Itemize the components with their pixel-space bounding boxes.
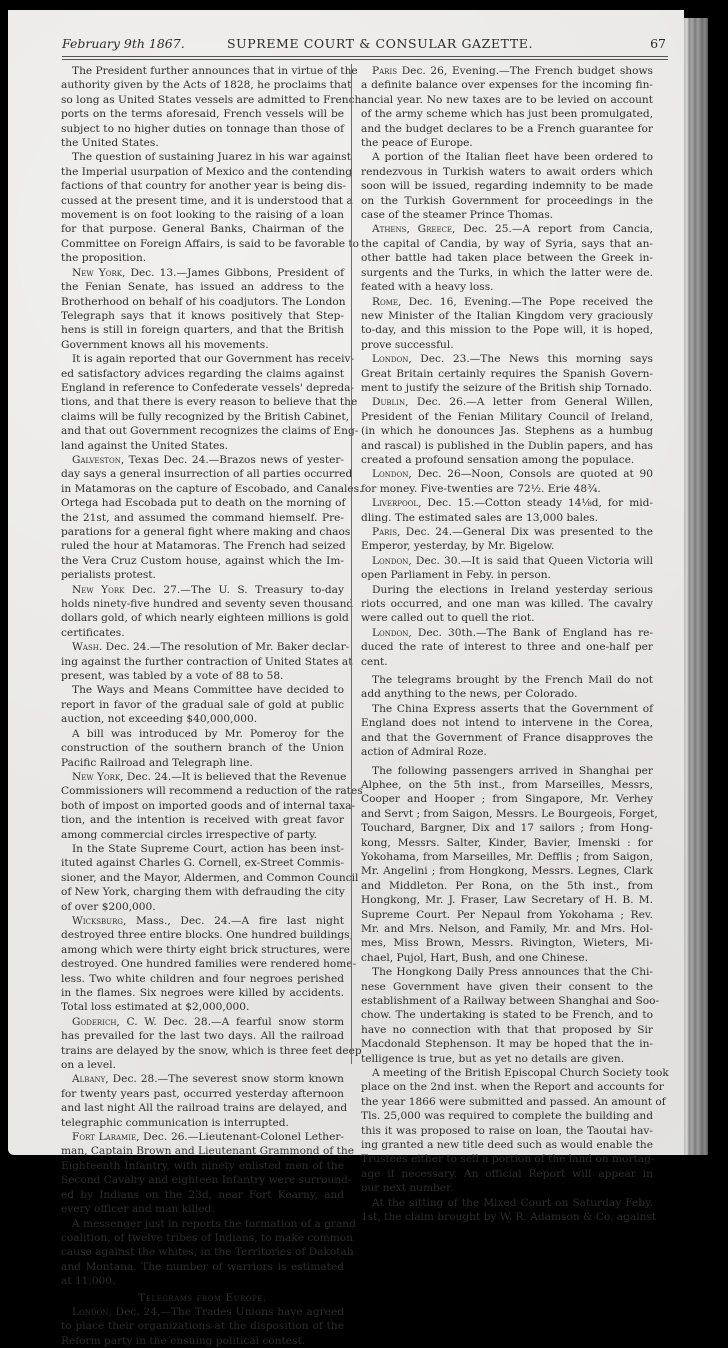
text-line: Emperor, yesterday, by Mr. Bigelow.: [361, 540, 555, 553]
text-line: both of impost on imported goods and of internal taxa-: [61, 799, 356, 812]
text-line: dollars gold, of which nearly eighteen millions is gold: [61, 612, 349, 625]
text-line: in the flames. Six negroes were killed by accidents.: [61, 987, 344, 999]
dateline: New York,: [72, 266, 126, 279]
text-line: parations for a general fight where making and chaos: [61, 526, 351, 538]
text-line: London, Dec. 26—Noon, Consols are quoted at 90: [372, 468, 653, 481]
page-header: [62, 36, 666, 54]
dateline: Goderich,: [72, 1015, 120, 1028]
text-line: Government knows all his movements.: [61, 338, 269, 351]
text-line: Brotherhood on behalf of his coadjutors. The London: [61, 295, 346, 308]
text-line: and that the Government of France disapproves the: [361, 731, 653, 744]
text-line: factions of that country for another year is being dis-: [61, 180, 346, 193]
text-line: have no connection with that that proposed by Sir: [361, 1023, 653, 1036]
dateline: Dublin,: [372, 396, 409, 409]
text-line: feated with a heavy loss.: [361, 281, 494, 294]
text-line: It is again reported that our Government has receiv-: [72, 353, 355, 366]
text-line: ports on the terms aforesaid, French vessels will be: [61, 108, 344, 121]
text-line: tion, and the intention is received with great favor: [61, 814, 344, 827]
text-line: surgents and the Turks, in which the latter were de.: [361, 266, 653, 279]
text-line: Goderich, C. W. Dec. 28.—A fearful snow storm: [72, 1015, 344, 1028]
article-paragraph: [361, 702, 653, 760]
text-line: ituted against Charles G. Cornell, ex-Street Commis-: [61, 857, 344, 870]
article-paragraph: [361, 295, 653, 353]
text-line: cause against the whites, in the Territories of Dakotah: [61, 1246, 354, 1259]
text-line: Rome, Dec. 16, Evening.—The Pope received the: [372, 295, 653, 308]
article-paragraph: [61, 842, 359, 914]
text-line: action of Admiral Roze.: [361, 746, 487, 759]
dateline: Albany,: [72, 1073, 109, 1086]
text-line: claims will be fully recognized by the British Cabinet,: [61, 410, 350, 423]
text-line: rendezvous in Turkish waters to await orders which: [361, 165, 653, 178]
text-line: In the State Supreme Court, action has been inst-: [72, 842, 344, 855]
text-line: created a profound sensation among the populace.: [361, 453, 635, 466]
text-line: day says a general insurrection of all parties occurred: [61, 468, 353, 481]
text-line: During the elections in Ireland yesterday serious: [372, 583, 653, 596]
text-line: less. Two white children and four negroes perished: [61, 972, 344, 985]
article-paragraph: [61, 727, 344, 770]
text-line: place on the 2nd inst. when the Report and accounts for: [361, 1081, 664, 1094]
text-line: for twenty years past, occurred yesterday afternoon: [61, 1087, 344, 1100]
article-paragraph: [361, 764, 658, 966]
text-line: man, Captain Brown and Lieutenant Grammond of the: [61, 1145, 354, 1158]
text-line: A bill was introduced by Mr. Pomeroy for the: [72, 727, 344, 740]
dateline: London,: [372, 468, 412, 481]
text-line: for that purpose. General Banks, Chairman of the: [61, 223, 344, 236]
page-edges: [684, 18, 708, 1155]
text-line: ancial year. No new taxes are to be levied on account: [361, 93, 653, 106]
header-rule-top: [62, 56, 668, 57]
text-line: Athens, Greece, Dec. 25.—A report from Cancia,: [372, 223, 653, 236]
dateline: London,: [372, 353, 412, 366]
text-line: perialists protest.: [61, 569, 156, 582]
article-paragraph: [61, 640, 353, 683]
text-line: of New York, charging them with defrauding the city: [61, 886, 345, 899]
text-line: so long as United States vessels are admitted to French: [61, 93, 362, 106]
text-line: auction, not exceeding $40,000,000.: [61, 713, 258, 726]
text-line: hens is still in foreign quarters, and that the British: [61, 324, 344, 337]
text-line: The President further announces that in virtue of the: [72, 65, 358, 77]
dateline: London,: [72, 1305, 112, 1318]
dateline: New York,: [72, 770, 124, 783]
article-paragraph: [61, 453, 363, 583]
text-line: Commissioners will recommend a reduction of the rates: [61, 785, 363, 798]
text-line: prove successful.: [361, 338, 454, 351]
text-line: present, was tabled by a vote of 88 to 58.: [61, 670, 284, 683]
text-line: and Middleton. Per Rona, on the 5th inst., from: [361, 879, 653, 892]
text-line: and the budget declares to be a French guarantee for: [361, 122, 653, 135]
text-line: our next number.: [361, 1182, 454, 1195]
text-line: Liverpool, Dec. 15.—Cotton steady 14⅛d, for mid-: [372, 497, 653, 510]
text-line: construction of the southern branch of the Union: [61, 742, 344, 755]
dateline: Wash.: [72, 641, 103, 654]
article-paragraph: [361, 395, 653, 467]
section-heading: Telegrams from Europe.: [138, 1291, 267, 1304]
text-line: tions, and that there is every reason to believe that the: [61, 396, 358, 409]
text-line: New York, Dec. 24.—It is believed that the Revenue: [72, 770, 347, 783]
text-line: Wicksburg, Mass., Dec. 24.—A fire last night: [72, 914, 344, 927]
text-line: Paris, Dec. 24.—General Dix was presented to the: [372, 526, 653, 538]
article-paragraph: [361, 1196, 657, 1225]
article-paragraph: [361, 496, 653, 525]
text-line: for money. Five-twenties are 72½. Erie 48¾.: [361, 482, 601, 495]
text-line: were called out to quell the riot.: [361, 612, 535, 625]
dateline: Paris,: [372, 526, 401, 538]
text-line: among which were thirty eight brick structures, were: [61, 943, 350, 956]
text-line: Pacific Railroad and Telegraph line.: [61, 756, 253, 769]
text-line: has prevailed for the last two days. All the railroad: [61, 1030, 344, 1043]
text-line: the Vera Cruz Custom house, against which the Im-: [61, 554, 344, 567]
text-line: land against the United States.: [61, 439, 229, 452]
text-line: The Hongkong Daily Press announces that the Chi-: [372, 966, 653, 979]
article-paragraph: [361, 352, 653, 395]
text-line: Macdonald Stephenson. It may be hoped that the in-: [361, 1038, 653, 1051]
text-line: Touchard, Bargner, Dix and 17 sailors ; from Hong-: [361, 822, 653, 835]
text-line: destroyed three entire blocks. One hundred buildings,: [61, 929, 353, 942]
text-line: and Montana. The number of warriors is estimated: [61, 1260, 344, 1273]
text-line: chow. The undertaking is stated to be French, and to: [361, 1009, 653, 1022]
text-line: A meeting of the British Episcopal Church Society took: [372, 1067, 669, 1080]
text-line: Tls. 25,000 was required to complete the building and: [361, 1110, 653, 1123]
text-line: on the Turkish Government for proceedings in the: [361, 194, 653, 207]
text-line: At the sitting of the Mixed Court on Saturday Feby.: [372, 1196, 653, 1209]
article-paragraph: [361, 583, 653, 626]
text-line: subject to no higher duties on tonnage than those of: [61, 122, 344, 135]
text-line: other battle had taken place between the Greek in-: [361, 252, 653, 265]
article-paragraph: [361, 554, 653, 583]
text-line: and rascal) is published in the Dublin papers, and has: [361, 439, 653, 452]
column-divider: [351, 64, 352, 1064]
text-line: Hongkong, Mr. J. Fraser, Law Secretary of H. B. M.: [361, 894, 653, 907]
text-line: Fort Laramie, Dec. 26.—Lieutenant-Colonel Lether-: [72, 1131, 344, 1144]
article-paragraph: [361, 673, 653, 702]
article-paragraph: [61, 1217, 356, 1289]
dateline: Fort Laramie,: [72, 1131, 140, 1144]
dateline: New York: [72, 583, 125, 596]
text-line: ed by Indians on the 23d, near Fort Kearny, and: [61, 1188, 344, 1201]
text-line: New York Dec. 27.—The U. S. Treasury to-day: [72, 583, 344, 596]
text-line: in Matamoras on the capture of Escobado, and Canales.: [61, 482, 363, 495]
text-line: Galveston, Texas Dec. 24.—Brazos news of yester-: [72, 453, 344, 466]
text-line: new Minister of the Italian Kingdom very graciously: [361, 309, 653, 322]
text-line: the 21st, and assumed the command hiemself. Pre-: [61, 511, 344, 524]
text-line: to-day, and this mission to the Pope will, it is hoped,: [361, 324, 653, 337]
text-line: The following passengers arrived in Shanghai per: [372, 764, 653, 777]
text-line: Paris Dec. 26, Evening.—The French budget shows: [372, 65, 653, 77]
text-line: London, Dec. 23.—The News this morning says: [372, 353, 653, 366]
article-paragraph: [361, 626, 653, 669]
dateline: Athens, Greece,: [372, 223, 456, 236]
dateline: Galveston,: [72, 453, 125, 466]
text-line: coalition, of twelve tribes of Indians, to make common: [61, 1231, 353, 1244]
text-line: ruled the hour at Matamoras. The French had seized: [61, 540, 346, 553]
text-line: Cooper and Hooper ; from Singapore, Mr. Verhey: [361, 793, 653, 806]
text-line: ing against the further contraction of United States at: [61, 655, 353, 668]
text-line: among commercial circles irrespective of party.: [61, 828, 318, 841]
article-paragraph: [61, 266, 344, 352]
text-line: ing granted a new title deed such as would enable the: [361, 1139, 653, 1152]
dateline: London,: [372, 626, 412, 639]
text-line: cent.: [361, 655, 388, 668]
text-line: New York, Dec. 13.—James Gibbons, President of: [72, 266, 344, 279]
text-line: Mr. Angelini ; from Hongkong, Messrs. Legnes, Clark: [361, 865, 653, 878]
text-line: sioner, and the Mayor, Aldermen, and Common Council: [61, 871, 359, 884]
text-line: holds ninety-five hundred and seventy seven thousand: [61, 598, 354, 611]
article-paragraph: [361, 467, 653, 496]
article-paragraph: [361, 965, 660, 1066]
text-line: 1st, the claim brought by W. R. Adamson & Co. against: [361, 1211, 657, 1224]
text-line: Total loss estimated at $2,000,000.: [61, 1001, 250, 1014]
article-paragraph: [61, 583, 354, 641]
text-line: Committee on Foreign Affairs, is said to be favorable to: [61, 237, 360, 250]
text-line: this it was proposed to raise on loan, the Taoutai hav-: [361, 1124, 653, 1137]
text-line: at 11,000.: [61, 1275, 116, 1288]
article-paragraph: [61, 1305, 344, 1348]
text-line: the peace of Europe.: [361, 137, 473, 150]
text-line: authority given by the Acts of 1828, he proclaims that: [61, 79, 352, 92]
text-line: movement is on foot looking to the raising of a loan: [61, 209, 344, 222]
text-line: Second Cavalry and eighteen Infantry were surround-: [61, 1174, 352, 1187]
text-line: ed satisfactory advices regarding the claims against: [61, 367, 344, 380]
text-line: Albany, Dec. 28.—The severest snow storm known: [72, 1073, 344, 1086]
text-line: England in reference to Confederate vessels' depreda-: [61, 381, 355, 394]
article-paragraph: [361, 150, 653, 222]
text-line: a definite balance over expenses for the incoming fin-: [361, 79, 653, 92]
text-line: destroyed. One hundred families were rendered home-: [61, 958, 357, 971]
text-line: The telegrams brought by the French Mail do not: [372, 674, 653, 687]
text-line: chael, Pujol, Hart, Bush, and one Chinese.: [361, 951, 589, 964]
dateline: Wicksburg,: [72, 914, 127, 927]
text-line: establishment of a Railway between Shanghai and Soo-: [361, 995, 660, 1007]
text-line: the United States.: [61, 137, 159, 150]
text-line: A portion of the Italian fleet have been ordered to: [372, 151, 653, 164]
dateline: Liverpool,: [372, 497, 422, 510]
left-column: [61, 64, 363, 1348]
text-line: Wash. Dec. 24.—The resolution of Mr. Baker declar-: [72, 641, 350, 654]
text-line: the Imperial usurpation of Mexico and the contending: [61, 165, 353, 178]
text-line: case of the steamer Prince Thomas.: [361, 209, 554, 222]
dateline: London,: [372, 554, 412, 567]
header-rule-bottom: [62, 59, 668, 60]
text-line: age if necessary. An official Report will appear in: [361, 1167, 653, 1180]
text-line: the year 1866 were submitted and passed. An amount of: [361, 1095, 666, 1108]
text-line: dling. The estimated sales are 13,000 bales.: [361, 511, 599, 524]
right-column: [361, 64, 669, 1225]
text-line: Great Britain certainly requires the Spanish Govern-: [361, 367, 653, 380]
text-line: and last night All the railroad trains are delayed, and: [61, 1102, 348, 1115]
text-line: every officer and man killed.: [61, 1203, 215, 1216]
text-line: (in which he donounces Jas. Stephens as a humbug: [361, 425, 653, 438]
text-line: The China Express asserts that the Government of: [372, 702, 653, 715]
text-line: the Fenian Senate, has issued an address to the: [61, 281, 344, 294]
text-line: Supreme Court. Per Nepaul from Yokohama ; Rev.: [361, 908, 653, 921]
text-line: President of the Fenian Military Council of Ireland,: [361, 410, 653, 423]
text-line: the capital of Candia, by way of Syria, says that an-: [361, 237, 653, 250]
text-line: kong, Messrs. Salter, Kinder, Bavier, Imenski : for: [361, 836, 653, 849]
text-line: telligence is true, but as yet no details are given.: [361, 1052, 625, 1065]
text-line: on a level.: [61, 1059, 116, 1072]
text-line: and that out Government recognizes the claims of Eng-: [61, 425, 359, 438]
text-line: nese Government have given their consent to the: [361, 980, 653, 993]
text-line: ment to justify the seizure of the British ship Tornado.: [361, 381, 652, 394]
text-line: duced the rate of interest to three and one-half per: [361, 641, 653, 654]
text-line: mes, Miss Brown, Messrs. Rivington, Wieters, Mi-: [361, 937, 653, 950]
article-paragraph: [61, 914, 357, 1015]
text-line: England does not intend to intervene in the Corea,: [361, 717, 653, 730]
article-paragraph: [361, 222, 653, 294]
text-line: trains are delayed by the snow, which is three feet deep: [61, 1044, 362, 1057]
article-paragraph: [61, 770, 363, 842]
page-number: 67: [650, 36, 666, 51]
article-paragraph: [61, 1130, 354, 1216]
text-line: London, Dec. 24,—The Trades Unions have agreed: [72, 1305, 344, 1318]
publication-title: SUPREME COURT & CONSULAR GAZETTE.: [227, 36, 534, 51]
text-line: Ortega had Escobada put to death on the morning of: [61, 497, 346, 510]
text-line: to place their organizations at the disposition of the: [61, 1320, 344, 1333]
text-line: of the army scheme which has just been promulgated,: [361, 108, 653, 121]
text-line: Eighteenth Infantry, with ninety enlisted men of the: [61, 1159, 344, 1172]
text-line: London, Dec. 30th.—The Bank of England has re-: [372, 626, 653, 639]
article-paragraph: [361, 1066, 669, 1196]
text-line: Dublin, Dec. 26.—A letter from General Willen,: [372, 396, 653, 409]
text-line: certificates.: [61, 626, 125, 639]
article-paragraph: [61, 1015, 362, 1073]
article-paragraph: [61, 64, 362, 150]
text-line: London, Dec. 30.—It is said that Queen Victoria will: [372, 554, 653, 567]
dateline: Paris: [372, 65, 398, 77]
text-line: open Parliament in Feby. in person.: [361, 569, 551, 582]
text-line: and Servt ; from Saigon, Messrs. Le Bourgeois, Forget,: [361, 807, 658, 820]
text-line: Reform party in the ensuing political contest.: [61, 1334, 306, 1347]
text-line: telegraphic communication is interrupted.: [61, 1116, 289, 1129]
text-line: The Ways and Means Committee have decided to: [72, 684, 344, 697]
text-line: cussed at the present time, and it is understood that a: [61, 194, 353, 207]
text-line: The question of sustaining Juarez in his war against: [72, 151, 351, 164]
text-line: the proposition.: [61, 252, 147, 265]
text-line: Alphee, on the 5th inst., from Marseilles, Messrs,: [361, 778, 653, 791]
article-paragraph: [61, 150, 360, 265]
text-line: add anything to the news, per Colorado.: [361, 688, 578, 701]
article-paragraph: [361, 525, 653, 554]
text-line: Trustees either to sell a portion of the land on mortag-: [361, 1153, 655, 1166]
text-line: Telegraph says that it knows positively that Step-: [61, 309, 344, 322]
article-paragraph: [61, 683, 344, 726]
text-line: Mr. and Mrs. Nelson, and Family, Mr. and Mrs. Hol-: [361, 922, 653, 935]
article-paragraph: [61, 352, 359, 453]
text-line: Yokohama, from Marseilles, Mr. Defflis ; from Saigon,: [361, 850, 653, 863]
text-line: A messenger just in reports the formation of a grand: [72, 1217, 356, 1230]
dateline: Rome,: [372, 295, 402, 308]
article-paragraph: [361, 64, 653, 150]
text-line: soon will be issued, regarding indemnity to be made: [361, 180, 653, 193]
issue-date: February 9th 1867.: [62, 36, 185, 51]
text-line: report in favor of the gradual sale of gold at public: [61, 698, 344, 711]
article-paragraph: [61, 1072, 348, 1130]
text-line: riots occurred, and one man was killed. The cavalry: [361, 598, 653, 611]
text-line: of over $200,000.: [61, 900, 156, 913]
